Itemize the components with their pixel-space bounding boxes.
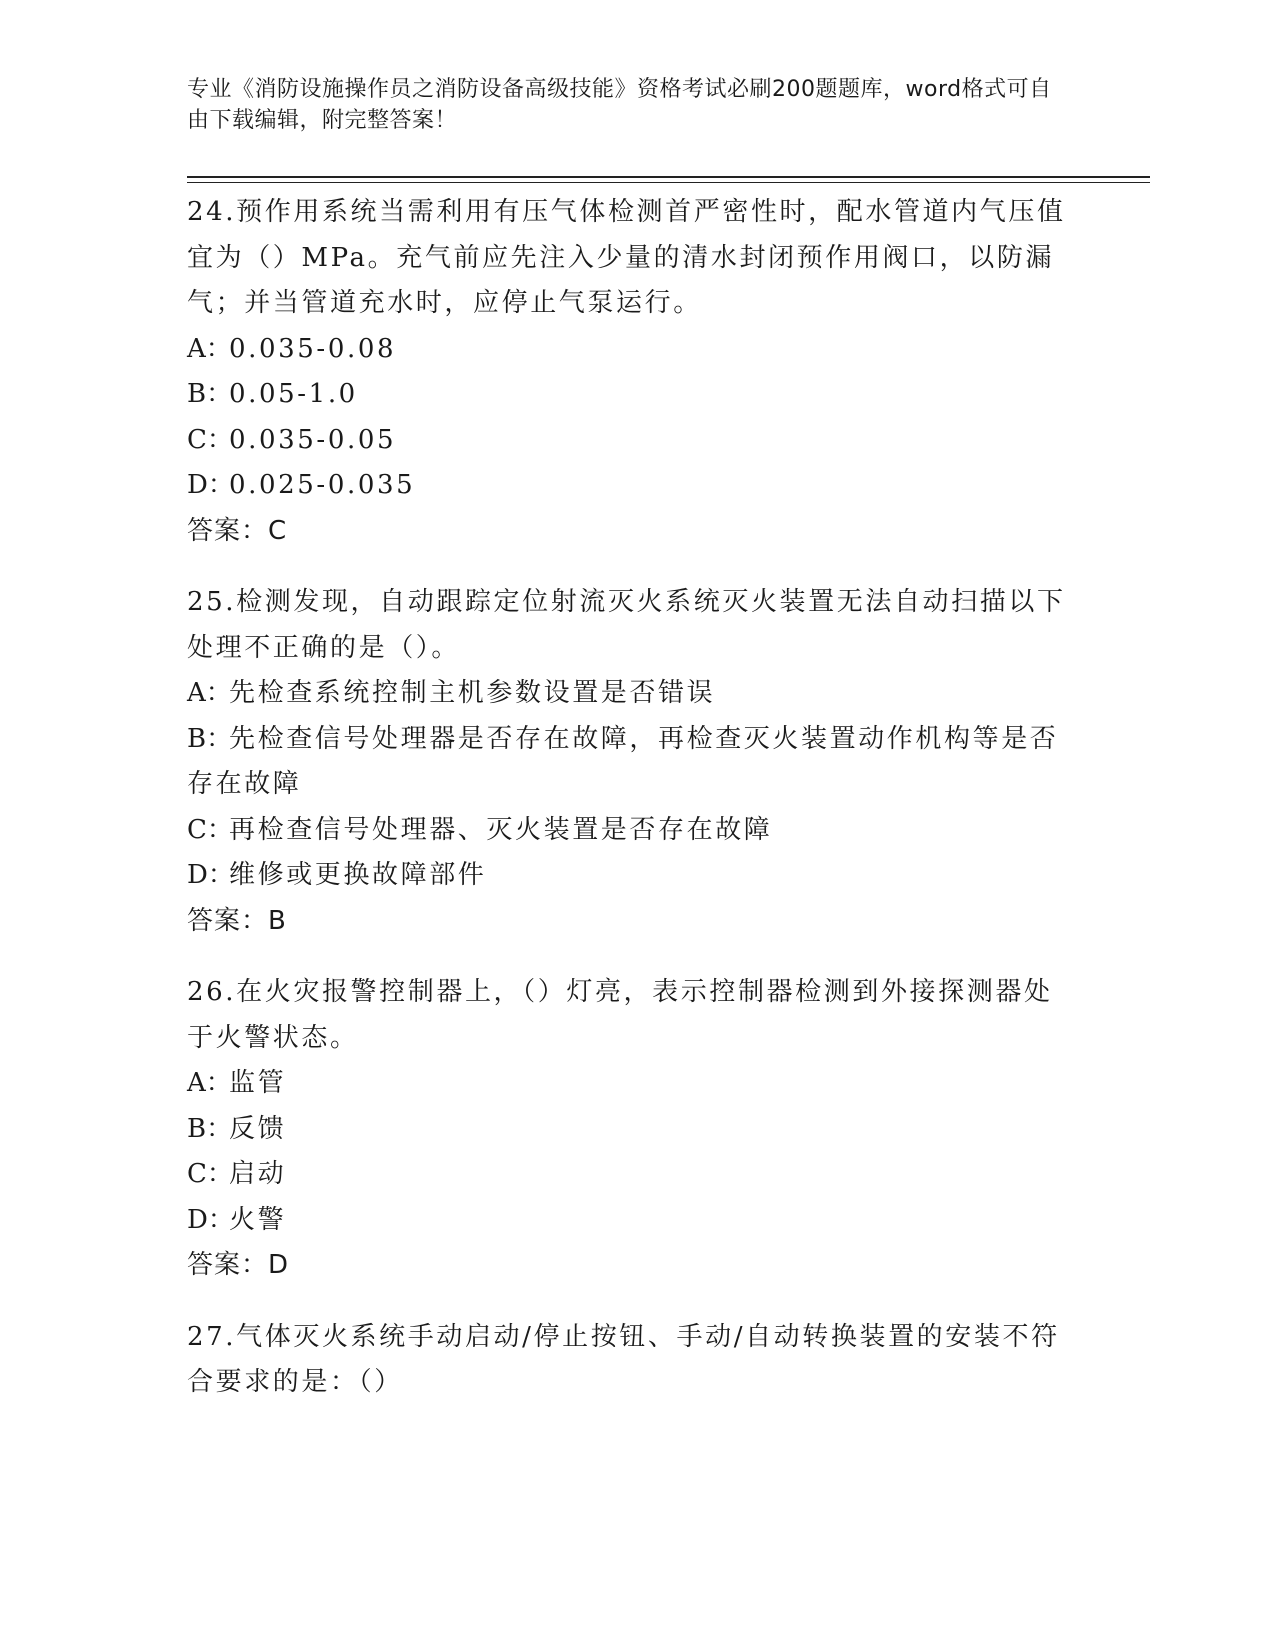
option-text: 0.035-0.05 <box>229 424 397 455</box>
document-header: 专业《消防设施操作员之消防设备高级技能》资格考试必刷200题题库，word格式可自由下载编辑，附完整答案！ <box>187 77 1052 133</box>
header-divider-thin <box>187 182 1150 183</box>
option-a <box>187 1061 1077 1107</box>
question-list <box>187 190 1077 1432</box>
option-c <box>187 418 1077 464</box>
question-text: 26.在火灾报警控制器上，（）灯亮，表示控制器检测到外接探测器处于火警状态。 <box>187 977 1053 1053</box>
option-text: 0.05-1.0 <box>229 379 358 409</box>
answer: 答案：D <box>187 1250 290 1280</box>
header-divider-thick <box>187 176 1150 178</box>
option-letter: D： <box>187 1204 234 1235</box>
option-text: 反馈 <box>229 1113 287 1144</box>
option-letter: A： <box>187 333 232 364</box>
option-text: 监管 <box>229 1068 287 1098</box>
option-letter: C： <box>187 424 233 455</box>
option-d <box>187 853 1077 899</box>
question-24 <box>187 190 1077 554</box>
option-c <box>187 808 1077 854</box>
question-text: 24.预作用系统当需利用有压气体检测首严密性时，配水管道内气压值宜为（）MPa。充气前应先注入少量的清水封闭预作用阀口，以防漏气；并当管道充水时，应停止气泵运行。 <box>187 197 1066 318</box>
option-text: 0.035-0.08 <box>229 333 397 364</box>
option-c <box>187 1152 1077 1198</box>
option-text: 启动 <box>229 1159 287 1189</box>
question-text: 25.检测发现，自动跟踪定位射流灭火系统灭火装置无法自动扫描以下处理不正确的是（）。 <box>187 587 1066 663</box>
option-a <box>187 671 1077 717</box>
option-d <box>187 463 1077 509</box>
option-b <box>187 1107 1077 1153</box>
option-d <box>187 1198 1077 1244</box>
option-a <box>187 327 1077 373</box>
option-b <box>187 717 1077 808</box>
option-text: 火警 <box>229 1204 287 1235</box>
option-text: 维修或更换故障部件 <box>229 860 487 890</box>
option-letter: B： <box>187 379 233 409</box>
option-letter: A： <box>187 678 232 708</box>
answer: 答案：B <box>187 905 287 936</box>
question-text: 27.气体灭火系统手动启动/停止按钮、手动/自动转换装置的安装不符合要求的是：（） <box>187 1321 1060 1397</box>
option-letter: C： <box>187 1159 233 1189</box>
option-text: 0.025-0.035 <box>229 470 416 500</box>
option-letter: B： <box>187 723 233 754</box>
option-letter: C： <box>187 814 233 845</box>
question-27 <box>187 1315 1077 1406</box>
option-text: 先检查信号处理器是否存在故障，再检查灭火装置动作机构等是否存在故障 <box>187 723 1059 799</box>
option-text: 先检查系统控制主机参数设置是否错误 <box>229 678 716 708</box>
option-letter: D： <box>187 860 234 890</box>
answer: 答案：C <box>187 515 288 546</box>
option-letter: A： <box>187 1068 232 1098</box>
option-letter: B： <box>187 1113 233 1144</box>
question-26 <box>187 970 1077 1289</box>
option-letter: D： <box>187 470 234 500</box>
question-25 <box>187 580 1077 944</box>
option-text: 再检查信号处理器、灭火装置是否存在故障 <box>229 814 773 845</box>
option-b <box>187 372 1077 418</box>
